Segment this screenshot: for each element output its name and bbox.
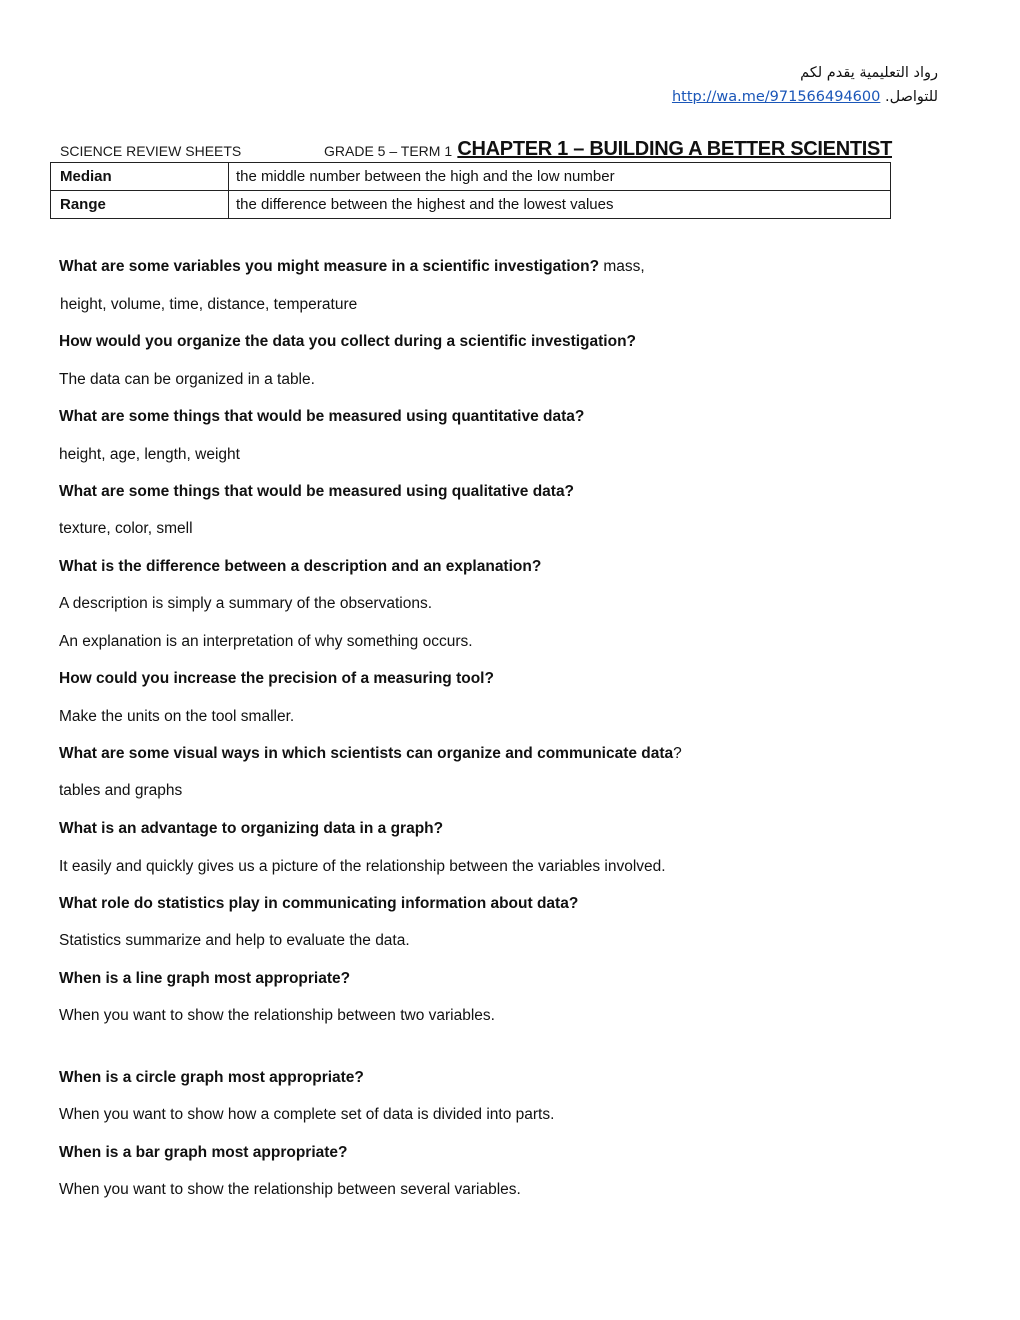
question-4: What are some things that would be measured using qualitative data? xyxy=(59,483,575,500)
definition-range: the difference between the highest and the lowest values xyxy=(229,191,891,219)
question-7 xyxy=(59,745,959,763)
answer-12: When you want to show the relationship between several variables. xyxy=(59,1181,521,1198)
contact-line xyxy=(672,89,938,105)
question-1 xyxy=(59,258,959,276)
table-row xyxy=(51,191,891,219)
question-2: How would you organize the data you collect during a scientific investigation? xyxy=(59,333,637,350)
promo-line xyxy=(800,65,938,81)
sheet-title: SCIENCE REVIEW SHEETS xyxy=(60,143,242,159)
answer-8: It easily and quickly gives us a picture of the relationship between the variables involved. xyxy=(59,858,666,875)
whatsapp-link[interactable]: http://wa.me/971566494600 xyxy=(671,89,881,105)
answer-2: The data can be organized in a table. xyxy=(59,371,315,388)
question-12: When is a bar graph most appropriate? xyxy=(59,1144,348,1161)
term-median: Median xyxy=(51,163,229,191)
definitions-table xyxy=(50,162,891,219)
question-8: What is an advantage to organizing data in a graph? xyxy=(59,820,444,837)
definition-median: the middle number between the high and the low number xyxy=(229,163,891,191)
answer-4: texture, color, smell xyxy=(59,520,193,537)
question-10: When is a line graph most appropriate? xyxy=(59,970,351,987)
question-suffix: ? xyxy=(673,745,682,762)
grade-term: GRADE 5 – TERM 1 xyxy=(324,143,453,159)
term-range: Range xyxy=(51,191,229,219)
question-11: When is a circle graph most appropriate? xyxy=(59,1069,364,1086)
question-text: What are some visual ways in which scientists can organize and communicate data xyxy=(59,745,674,762)
promo-text: رواد التعليمية يقدم لكم xyxy=(800,65,938,81)
answer-5b: An explanation is an interpretation of why something occurs. xyxy=(59,633,473,650)
question-9: What role do statistics play in communicating information about data? xyxy=(59,895,579,912)
chapter-title: CHAPTER 1 – BUILDING A BETTER SCIENTIST xyxy=(457,138,892,160)
answer-1: height, volume, time, distance, temperature xyxy=(60,296,358,313)
answer-inline: mass, xyxy=(599,258,645,275)
document-header xyxy=(60,136,892,162)
answer-5: A description is simply a summary of the observations. xyxy=(59,595,433,612)
answer-10: When you want to show the relationship between two variables. xyxy=(59,1007,495,1024)
question-text: What are some variables you might measure in a scientific investigation? xyxy=(59,258,600,275)
answer-9: Statistics summarize and help to evaluate the data. xyxy=(59,932,410,949)
question-6: How could you increase the precision of a measuring tool? xyxy=(59,670,494,687)
question-5: What is the difference between a description and an explanation? xyxy=(59,558,542,575)
question-3: What are some things that would be measured using quantitative data? xyxy=(59,408,585,425)
table-row xyxy=(51,163,891,191)
answer-11: When you want to show how a complete set of data is divided into parts. xyxy=(59,1106,555,1123)
contact-label: للتواصل. xyxy=(884,89,938,105)
answer-7: tables and graphs xyxy=(59,782,183,799)
answer-3: height, age, length, weight xyxy=(59,446,240,463)
answer-6: Make the units on the tool smaller. xyxy=(59,708,295,725)
